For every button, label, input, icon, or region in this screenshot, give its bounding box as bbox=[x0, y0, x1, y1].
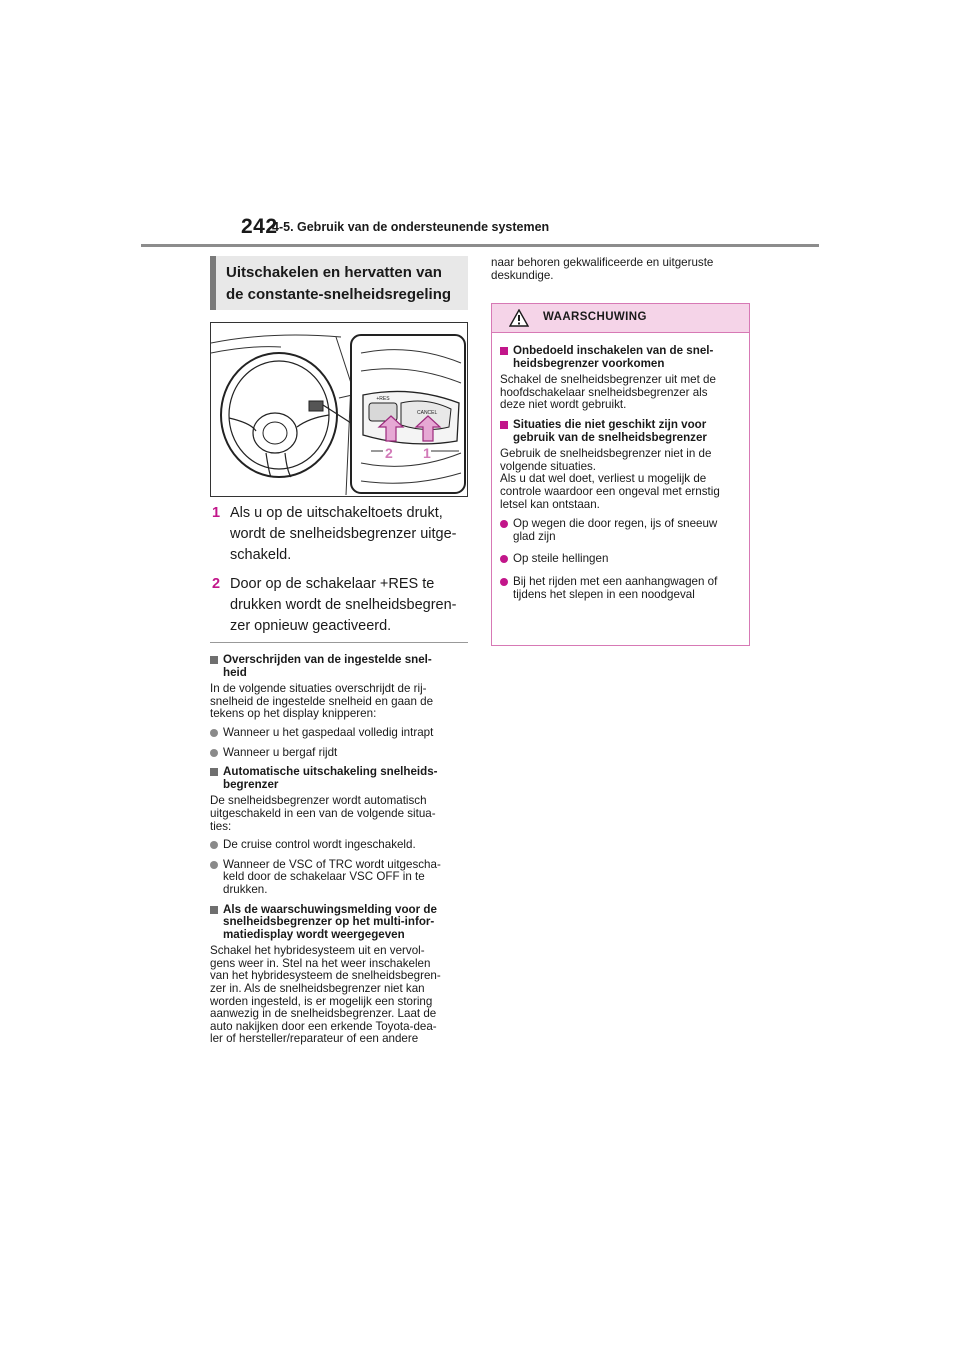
subheading-line: Overschrijden van de ingestelde snel- bbox=[223, 653, 432, 666]
step-text-line: zer opnieuw geactiveerd. bbox=[230, 618, 392, 634]
square-bullet-icon bbox=[210, 906, 218, 914]
paragraph bbox=[500, 374, 741, 412]
paragraph-line: Gebruik de snelheidsbegrenzer niet in de bbox=[500, 447, 712, 461]
step-item bbox=[212, 503, 472, 566]
paragraph-line: zer in. Als de snelheidsbegrenzer niet kan bbox=[210, 982, 425, 996]
paragraph-line: Schakel het hybridesysteem uit en vervol- bbox=[210, 944, 425, 958]
warning-triangle-icon bbox=[509, 309, 529, 327]
list-item bbox=[210, 747, 470, 760]
list-item bbox=[500, 518, 741, 543]
paragraph-line: Als u dat wel doet, verliest u mogelijk de bbox=[500, 472, 707, 486]
section-title-box bbox=[210, 256, 468, 310]
paragraph-line: naar behoren gekwalificeerde en uitgeruste bbox=[491, 256, 714, 269]
section-title-line-1: Uitschakelen en hervatten van bbox=[226, 264, 442, 281]
paragraph-line: De snelheidsbegrenzer wordt automatisch bbox=[210, 794, 427, 808]
paragraph-line: Schakel de snelheidsbegrenzer uit met de bbox=[500, 373, 716, 387]
steering-wheel-illustration bbox=[210, 322, 468, 497]
paragraph bbox=[210, 795, 470, 833]
list-item bbox=[210, 727, 470, 740]
subheading bbox=[210, 904, 470, 942]
paragraph-line: deskundige. bbox=[491, 268, 554, 282]
paragraph-line: aanwezig in de snelheidsbegrenzer. Laat de bbox=[210, 1007, 437, 1021]
list-item bbox=[210, 859, 470, 897]
paragraph bbox=[500, 448, 741, 511]
cancel-label: CANCEL bbox=[417, 410, 438, 416]
step-text-line: wordt de snelheidsbegrenzer uitge- bbox=[230, 526, 457, 542]
warning-header bbox=[492, 304, 749, 333]
steering-wheel-drawing bbox=[211, 323, 467, 496]
paragraph bbox=[210, 945, 470, 1046]
square-bullet-icon bbox=[210, 768, 218, 776]
list-item-text: Op steile hellingen bbox=[513, 552, 609, 566]
section-title-line-2: de constante-snelheidsregeling bbox=[226, 286, 452, 303]
subheading-line: Als de waarschuwingsmelding voor de bbox=[223, 902, 437, 916]
subheading-line: heid bbox=[223, 665, 247, 679]
list-item-text: De cruise control wordt ingeschakeld. bbox=[223, 838, 416, 852]
step-text bbox=[230, 503, 457, 566]
subheading bbox=[500, 345, 741, 370]
paragraph-line: ties: bbox=[210, 819, 232, 833]
callout-2: 2 bbox=[385, 445, 393, 461]
square-bullet-icon bbox=[500, 347, 508, 355]
callout-1: 1 bbox=[423, 445, 431, 461]
subheading bbox=[500, 419, 741, 444]
header-rule bbox=[141, 244, 819, 247]
round-bullet-icon bbox=[500, 578, 508, 586]
round-bullet-icon bbox=[500, 555, 508, 563]
subheading-line: matiedisplay wordt weergegeven bbox=[223, 927, 405, 941]
paragraph-line: tekens op het display knipperen: bbox=[210, 707, 377, 721]
paragraph-line: hoofdschakelaar snelheidsbegrenzer als bbox=[500, 385, 708, 399]
list-item-text: glad zijn bbox=[513, 529, 556, 543]
step-list bbox=[212, 503, 472, 645]
list-item-text: keld door de schakelaar VSC OFF in te bbox=[223, 870, 425, 884]
list-item-text: Wanneer u het gaspedaal volledig intrapt bbox=[223, 725, 434, 739]
subheading-line: Onbedoeld inschakelen van de snel- bbox=[513, 344, 714, 357]
step-text-line: drukken wordt de snelheidsbegren- bbox=[230, 597, 457, 613]
paragraph-continued bbox=[491, 257, 751, 282]
list-item-text: Bij het rijden met een aanhangwagen of bbox=[513, 574, 718, 588]
round-bullet-icon bbox=[210, 749, 218, 757]
paragraph-line: uitgeschakeld in een van de volgende situa- bbox=[210, 806, 436, 820]
warning-body bbox=[492, 333, 749, 601]
step-number: 1 bbox=[212, 505, 221, 521]
warning-title: WAARSCHUWING bbox=[543, 311, 647, 323]
step-number: 2 bbox=[212, 576, 221, 592]
paragraph-line: snelheid de ingestelde snelheid en gaan de bbox=[210, 694, 434, 708]
paragraph-line: volgende situaties. bbox=[500, 459, 597, 473]
round-bullet-icon bbox=[210, 861, 218, 869]
list-item bbox=[210, 839, 470, 852]
paragraph-line: ler of hersteller/reparateur of een andere bbox=[210, 1032, 419, 1046]
square-bullet-icon bbox=[500, 421, 508, 429]
list-item bbox=[500, 553, 741, 566]
warning-box bbox=[491, 303, 750, 646]
subheading-line: begrenzer bbox=[223, 777, 279, 791]
chapter-title: 4-5. Gebruik van de ondersteunende systemen bbox=[272, 220, 550, 234]
paragraph-line: controle waardoor een ongeval met ernstig bbox=[500, 484, 720, 498]
round-bullet-icon bbox=[500, 520, 508, 528]
list-item-text: drukken. bbox=[223, 882, 268, 896]
subheading bbox=[210, 654, 470, 679]
subheading-line: Automatische uitschakeling snelheids- bbox=[223, 765, 438, 779]
paragraph-line: deze niet wordt gebruikt. bbox=[500, 398, 627, 412]
step-text bbox=[230, 574, 457, 637]
res-label: +RES bbox=[376, 396, 390, 402]
divider bbox=[210, 642, 468, 643]
right-column bbox=[491, 257, 751, 288]
paragraph bbox=[210, 683, 470, 721]
paragraph-line: van het hybridesysteem de snelheidsbegren- bbox=[210, 969, 441, 983]
paragraph-line: gens weer in. Stel na het weer inschakelen bbox=[210, 956, 431, 970]
square-bullet-icon bbox=[210, 656, 218, 664]
list-item-text: Wanneer de VSC of TRC wordt uitgescha- bbox=[223, 857, 441, 871]
subheading-line: gebruik van de snelheidsbegrenzer bbox=[513, 430, 707, 444]
step-text-line: schakeld. bbox=[230, 547, 292, 563]
step-text-line: Door op de schakelaar +RES te bbox=[230, 576, 435, 592]
step-text-line: Als u op de uitschakeltoets drukt, bbox=[230, 505, 443, 521]
subheading-line: Situaties die niet geschikt zijn voor bbox=[513, 417, 707, 431]
paragraph-line: auto nakijken door een erkende Toyota-dea- bbox=[210, 1019, 437, 1033]
list-item-text: Op wegen die door regen, ijs of sneeuw bbox=[513, 517, 718, 531]
round-bullet-icon bbox=[210, 841, 218, 849]
paragraph-line: worden ingesteld, is er mogelijk een storing bbox=[210, 994, 433, 1008]
step-item bbox=[212, 574, 472, 637]
list-item-text: Wanneer u bergaf rijdt bbox=[223, 745, 338, 759]
subheading bbox=[210, 766, 470, 791]
list-item-text: tijdens het slepen in een noodgeval bbox=[513, 587, 695, 601]
paragraph-line: In de volgende situaties overschrijdt de rij- bbox=[210, 682, 427, 696]
paragraph-line: letsel kan ontstaan. bbox=[500, 497, 600, 511]
list-item bbox=[500, 576, 741, 601]
round-bullet-icon bbox=[210, 729, 218, 737]
subheading-line: snelheidsbegrenzer op het multi-infor- bbox=[223, 915, 435, 929]
page-number: 242 bbox=[241, 215, 278, 238]
left-column bbox=[210, 648, 470, 1052]
subheading-line: heidsbegrenzer voorkomen bbox=[513, 356, 665, 370]
